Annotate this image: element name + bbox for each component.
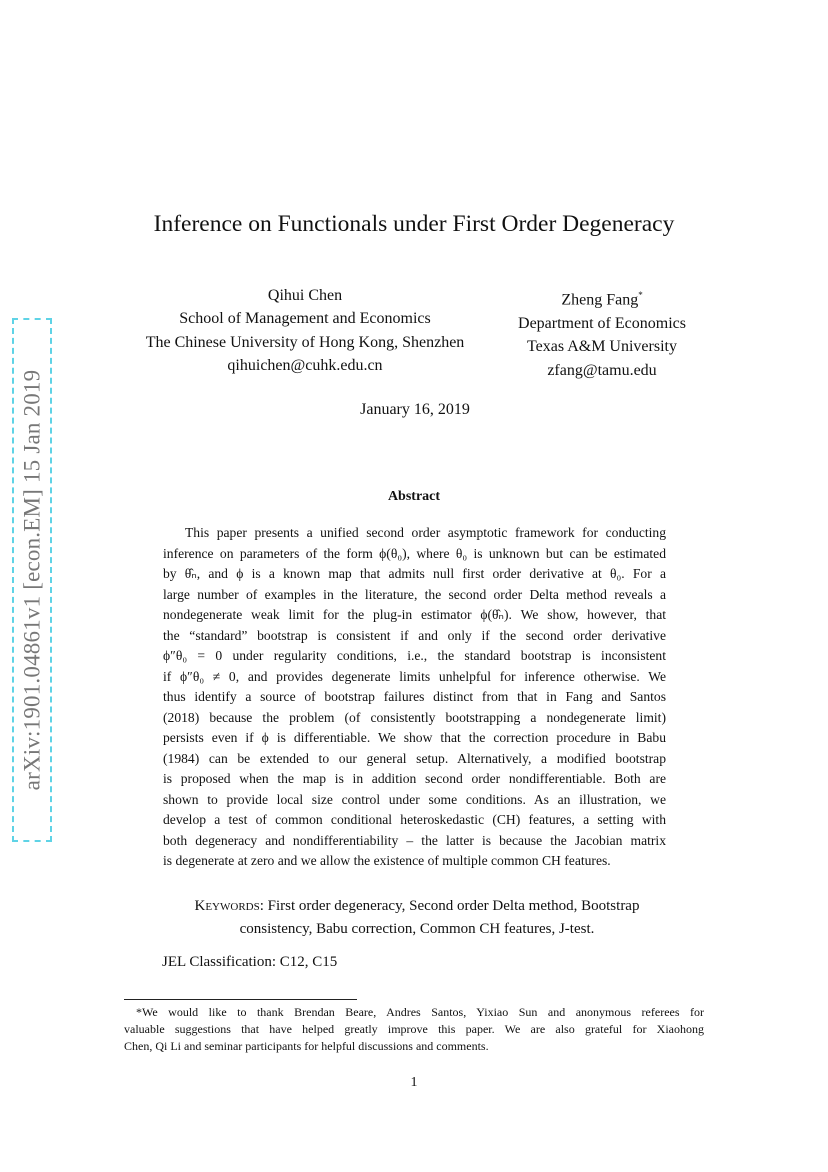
author-affiliation: The Chinese University of Hong Kong, Shenzhen: [145, 333, 465, 351]
paper-title: Inference on Functionals under First Order Degeneracy: [153, 211, 675, 237]
abstract-line: large number of examples in the literature, the second order Delta method reveals a: [163, 586, 666, 602]
author-affiliation: Texas A&M University: [527, 338, 677, 356]
abstract-line: ϕ″θ₀ = 0 under regularity conditions, i.e., the standard bootstrap is inconsistent: [163, 648, 666, 663]
author-name: Zheng Fang: [561, 291, 639, 309]
keywords-text: consistency, Babu correction, Common CH features, J-test.: [239, 921, 595, 937]
keywords-text: First order degeneracy, Second order Delta method, Bootstrap: [267, 898, 640, 914]
abstract-line: by θ̂ₙ, and ϕ is a known map that admits null first order derivative at θ₀. For a: [163, 566, 666, 581]
author-name-line: [492, 284, 712, 312]
page-number: 1: [410, 1075, 418, 1090]
abstract-line: develop a test of common conditional heteroskedastic (CH) features, a setting with: [163, 812, 666, 827]
paper-date: January 16, 2019: [360, 401, 470, 418]
footnote-line: valuable suggestions that have helped greatly improve this paper. We are also grateful for Xiaohong: [124, 1022, 704, 1036]
abstract-line-with-link[interactable]: persists even if ϕ is differentiable. We show that the correction procedure in Babu: [163, 730, 666, 745]
abstract-line-with-link[interactable]: (1984) can be extended to our general setup. Alternatively, a modified bootstrap: [163, 750, 666, 766]
arxiv-stamp[interactable]: [12, 318, 52, 842]
author-block-fang: [492, 284, 712, 382]
abstract-line-with-link[interactable]: (2018) because the problem (of consistently bootstrapping a nondegenerate limit): [163, 709, 666, 725]
footnote-divider: [124, 999, 357, 1000]
footnote: [124, 1004, 704, 1055]
abstract-line: the “standard” bootstrap is consistent if and only if the second order derivative: [163, 627, 666, 643]
abstract-line: both degeneracy and nondifferentiability – the latter is because the Jacobian matrix: [163, 832, 666, 848]
keywords-line: [162, 895, 672, 918]
footnote-line: Chen, Qi Li and seminar participants for helpful discussions and comments.: [124, 1039, 489, 1053]
abstract-line: is degenerate at zero and we allow the existence of multiple common CH features.: [163, 853, 611, 868]
footnote-line: *We would like to thank Brendan Beare, Andres Santos, Yixiao Sun and anonymous referees for: [136, 1005, 704, 1019]
abstract-line: nondegenerate weak limit for the plug-in estimator ϕ(θ̂ₙ). We show, however, that: [163, 607, 666, 622]
author-name: Qihui Chen: [267, 287, 343, 304]
author-affiliation: School of Management and Economics: [179, 310, 431, 328]
arxiv-stamp-text: arXiv:1901.04861v1 [econ.EM] 15 Jan 2019: [19, 369, 44, 791]
abstract-line: is proposed when the map is in addition second order nondifferentiable. Both are: [163, 771, 666, 786]
abstract-line-with-link[interactable]: thus identify a source of bootstrap failures distinct from that in Fang and Santos: [163, 689, 666, 704]
footnote-mark[interactable]: *: [638, 290, 643, 300]
abstract-body: [163, 523, 666, 872]
abstract-line: if ϕ″θ₀ ≠ 0, and provides degenerate limits unhelpful for inference otherwise. We: [163, 668, 666, 684]
author-affiliation: Department of Economics: [518, 314, 686, 332]
abstract-line: shown to provide local size control under some conditions. As an illustration, we: [163, 791, 666, 807]
abstract-line: inference on parameters of the form ϕ(θ₀), where θ₀ is unknown but can be estimated: [163, 545, 666, 561]
author-block-chen: [120, 284, 490, 378]
abstract-heading: Abstract: [387, 489, 441, 504]
author-email: qihuichen@cuhk.edu.cn: [227, 357, 383, 375]
keywords: [162, 895, 672, 941]
abstract-line: This paper presents a unified second order asymptotic framework for conducting: [185, 525, 666, 540]
author-email: zfang@tamu.edu: [547, 361, 657, 379]
jel-classification: JEL Classification: C12, C15: [162, 954, 338, 970]
keywords-label: Keywords:: [194, 898, 264, 914]
